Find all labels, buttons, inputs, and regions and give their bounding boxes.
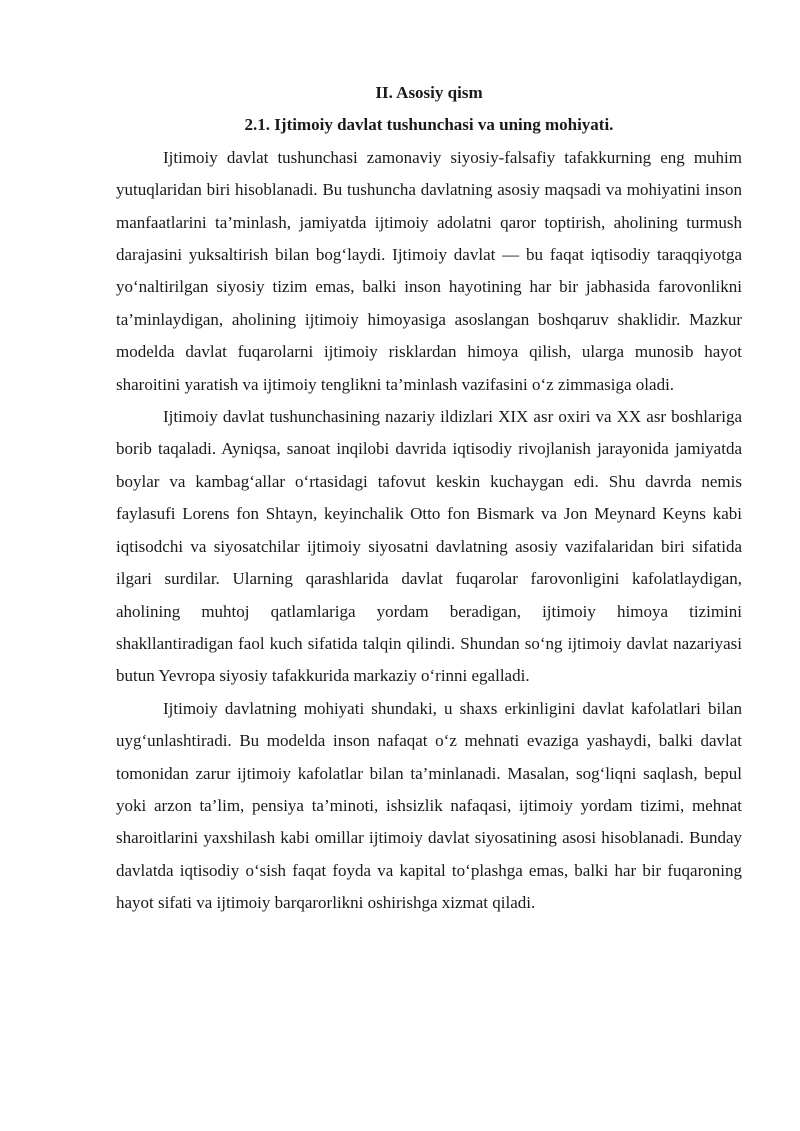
subsection-title: 2.1. Ijtimoiy davlat tushunchasi va uning mohiyati. xyxy=(244,115,614,135)
paragraph-3: Ijtimoiy davlatning mohiyati shundaki, u shaxs erkinligini davlat kafolatlari bilan uyg‘unlashtiradi. Bu modelda inson nafaqat o‘z mehnati evaziga yashaydi, balki davlat tomonidan zarur ijtimoiy kafolatlar bilan ta’minlanadi. Masalan, sog‘liqni saqlash, bepul yoki arzon ta’lim, pensiya ta’minoti, ishsizlik nafaqasi, ijtimoiy yordam tizimi, mehnat sharoitlarini yaxshilash kabi omillar ijtimoiy davlat siyosatining asosi hisoblanadi. Bunday davlatda iqtisodiy o‘sish faqat foyda va kapital to‘plashga emas, balki har bir fuqaroning hayot sifati va ijtimoiy barqarorlikni oshirishga xizmat qiladi. xyxy=(116,698,742,913)
paragraph-1: Ijtimoiy davlat tushunchasi zamonaviy siyosiy-falsafiy tafakkurning eng muhim yutuqlaridan biri hisoblanadi. Bu tushuncha davlatning asosiy maqsadi va mohiyatini inson manfaatlarini ta’minlash, jamiyatda ijtimoiy adolatni qaror toptirish, aholining turmush darajasini yuksaltirish bilan bog‘laydi. Ijtimoiy davlat — bu faqat iqtisodiy taraqqiyotga yo‘naltirilgan siyosiy tizim emas, balki inson hayotining har bir jabhasida farovonlikni ta’minlaydigan, aholining ijtimoiy himoyasiga asoslangan boshqaruv shaklidir. Mazkur modelda davlat fuqarolarni ijtimoiy risklardan himoya qilish, ularga munosib hayot sharoitini yaratish va ijtimoiy tenglikni ta’minlash vazifasini o‘z zimmasiga oladi. xyxy=(116,147,742,394)
paragraph-2: Ijtimoiy davlat tushunchasining nazariy ildizlari XIX asr oxiri va XX asr boshlariga borib taqaladi. Ayniqsa, sanoat inqilobi davrida iqtisodiy rivojlanish jarayonida jamiyatda boylar va kambag‘allar o‘rtasidagi tafovut keskin kuchaygan edi. Shu davrda nemis faylasufi Lorens fon Shtayn, keyinchalik Otto fon Bismark va Jon Meynard Keyns kabi iqtisodchi va siyosatchilar ijtimoiy siyosatni davlatning asosiy vazifalaridan biri sifatida ilgari surdilar. Ularning qarashlarida davlat fuqarolar farovonligini kafolatlaydigan, aholining muhtoj qatlamlariga yordam beradigan, ijtimoiy himoya tizimini shakllantiradigan faol kuch sifatida talqin qilindi. Shundan so‘ng ijtimoiy davlat nazariyasi butun Yevropa siyosiy tafakkurida markaziy o‘rinni egalladi. xyxy=(116,407,742,686)
document-body xyxy=(116,77,742,920)
section-title: II. Asosiy qism xyxy=(375,83,483,102)
